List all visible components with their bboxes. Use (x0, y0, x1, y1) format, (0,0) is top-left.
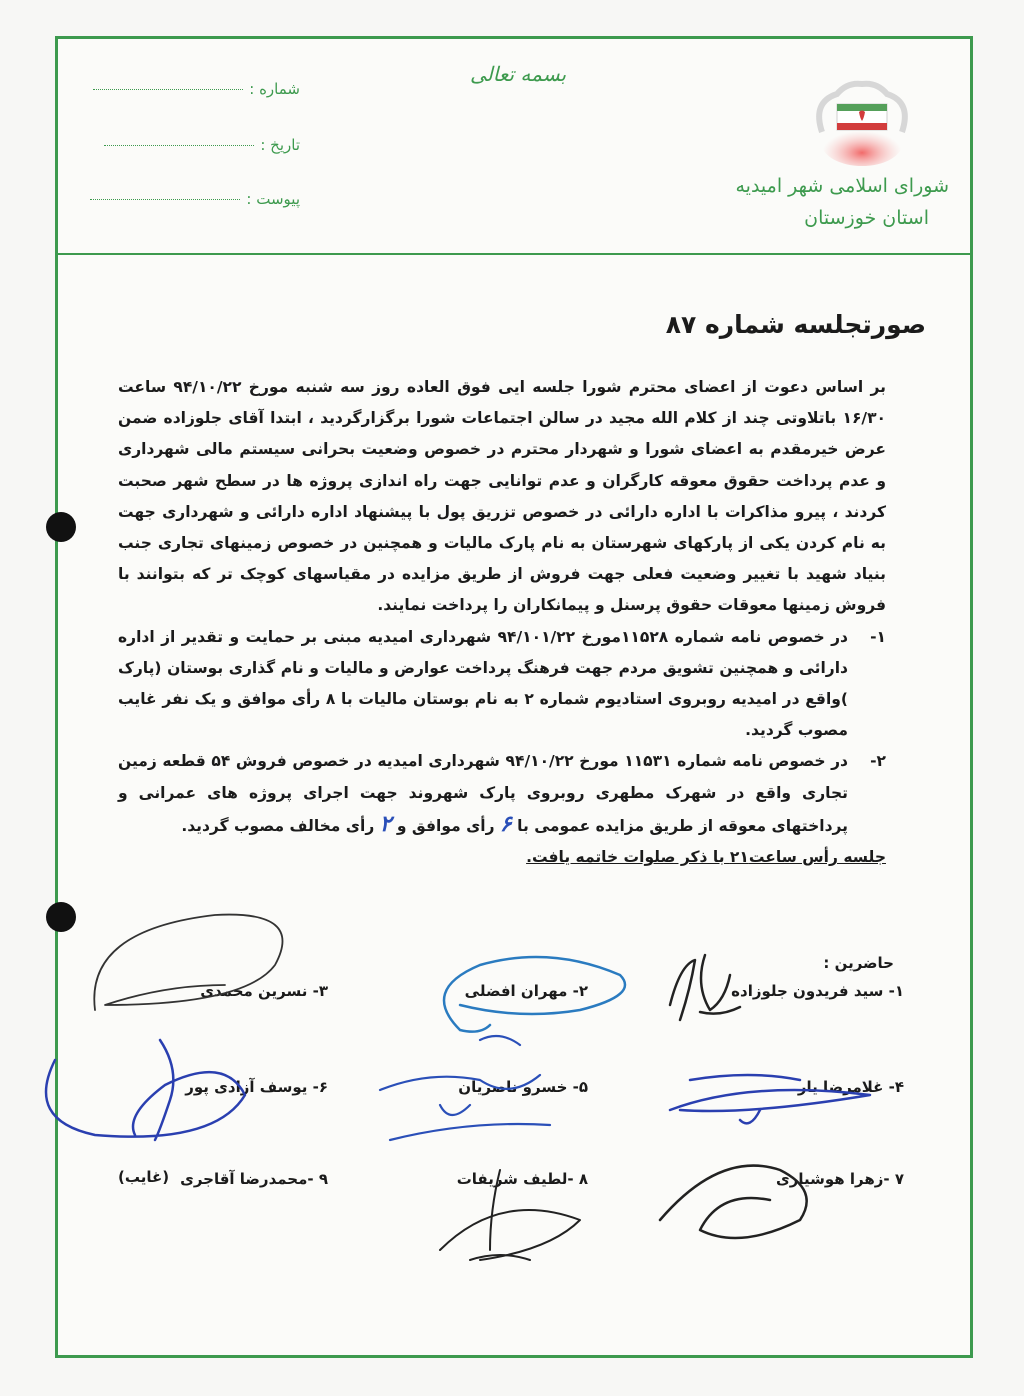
absent-note: (غایب) (118, 1168, 170, 1186)
resolution-text (118, 746, 848, 842)
header-divider (55, 253, 973, 255)
punch-hole (46, 902, 76, 932)
council-name: شورای اسلامی شهر امیدیه (735, 175, 949, 197)
votes-for-handwritten: ۶ (499, 811, 512, 837)
resolution-item-1 (118, 622, 886, 747)
votes-against-handwritten: ۲ (379, 811, 392, 837)
resolution-number: ۲- (870, 752, 886, 771)
number-label: شماره : (249, 80, 300, 98)
attendee-8: ۸ -لطیف شریفات (456, 1170, 588, 1188)
closing-line: جلسه رأس ساعت۲۱ با ذکر صلوات خاتمه یافت. (526, 848, 886, 867)
attendee-1: ۱- سید فریدون جلوزاده (731, 982, 904, 1000)
iran-emblem-icon (802, 72, 922, 172)
attendee-5: ۵- خسرو ناصریان (458, 1078, 588, 1096)
punch-hole (46, 512, 76, 542)
number-field (80, 80, 300, 98)
resolution-text-part: در خصوص نامه شماره ۱۱۵۳۱ مورخ ۹۴/۱۰/۲۲ شهرداری امیدیه در خصوص فروش ۵۴ قطعه زمین تجاری واقع در شهرک مطهری روبروی پارک شهروند جهت اجرای پروژه های عمرانی و پرداختهای معوقه از طریق مزایده عمومی با (118, 752, 848, 835)
resolution-item-2 (118, 746, 886, 842)
resolution-number: ۱- (870, 627, 886, 646)
resolution-text-part: رأی مخالف مصوب گردید. (181, 816, 375, 835)
minutes-body (118, 372, 886, 873)
attachment-field (80, 190, 300, 208)
attendee-9: ۹ -محمدرضا آقاجری (180, 1170, 328, 1188)
attachment-label: پیوست : (246, 190, 300, 208)
resolution-text: در خصوص نامه شماره ۱۱۵۲۸مورخ ۹۴/۱۰۱/۲۲ شهرداری امیدیه مبنی بر حمایت و تقدیر از اداره دارائی و همچنین تشویق مردم جهت فرهنگ پرداخت عوارض و مالیات و نام گذاری بوستان (پارک )واقع در امیدیه روبروی استادیوم شماره ۲ به نام بوستان مالیات با ۸ رأی موافق و یک نفر غایب مصوب گردید. (118, 627, 848, 740)
date-label: تاریخ : (260, 136, 300, 154)
attendee-3: ۳- نسرین محمدی (200, 982, 328, 1000)
date-field (80, 136, 300, 154)
province-name: استان خوزستان (804, 207, 929, 229)
bismillah: بسمه تعالی (470, 62, 567, 86)
attendee-2: ۲- مهران افضلی (464, 982, 588, 1000)
resolution-text-part: رأی موافق و (396, 816, 495, 835)
attendee-4: ۴- غلامرضا یار (797, 1078, 904, 1096)
minutes-intro: بر اساس دعوت از اعضای محترم شورا جلسه ایی فوق العاده روز سه شنبه مورخ ۹۴/۱۰/۲۲ ساعت ۱۶/۳۰ باتلاوتی چند از کلام الله مجید در سالن اجتماعات شورا برگزارگردید ، ابتدا آقای جلوزاده ضمن عرض خیرمقدم به اعضای شورا و شهردار محترم در خصوص وضعیت بحرانی سیستم مالی شهرداری و عدم پرداخت حقوق معوقه کارگران و عدم توانایی جهت راه اندازی پروژه ها در سطح شهر صحبت کردند ، پیرو مذاکرات با اداره دارائی در خصوص تزریق پول با پیشنهاد اداره دارائی و شهرداری جهت به نام کردن یکی از پارکهای شهرستان به نام پارک مالیات و همچنین در خصوص زمینهای تجاری جنب بنیاد شهید با تغییر وضعیت فعلی جهت فروش از طریق مزایده در مقیاسهای کوچک تر که بتوانند با فروش زمینها معوقات حقوق پرسنل و پیمانکاران را پرداخت نمایند. (118, 378, 886, 615)
attendees-label: حاضرین : (823, 954, 894, 972)
page-title: صورتجلسه شماره ۸۷ (665, 310, 926, 339)
attendee-7: ۷ -زهرا هوشیاری (775, 1170, 904, 1188)
attendee-6: ۶- یوسف آزادی پور (185, 1078, 328, 1096)
